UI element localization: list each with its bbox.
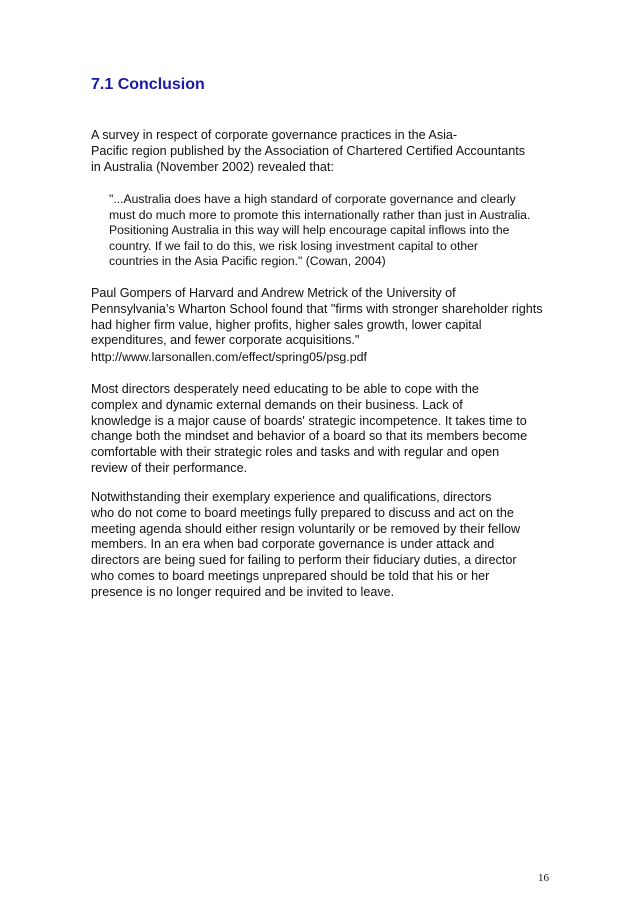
source-url-link[interactable]: http://www.larsonallen.com/effect/spring05/psg.pdf	[91, 350, 367, 364]
page-number: 16	[538, 872, 549, 884]
paragraph-gompers: Paul Gompers of Harvard and Andrew Metrick of the University of Pennsylvania’s Wharton School found that "firms with stronger shareholder rights had higher firm value, higher profits, higher sales growth, lower capital expenditures, and fewer corporate acquisitions."	[91, 286, 543, 348]
section-heading: 7.1 Conclusion	[91, 76, 205, 93]
blockquote-cowan: "...Australia does have a high standard of corporate governance and clearly must do much more to promote this internationally rather than just in Australia. Positioning Australia in this way will help encourage capital inflows into the country. If we fail to do this, we risk losing investment capital to other countries in the Asia Pacific region." (Cowan, 2004)	[109, 192, 531, 269]
paragraph-directors: Most directors desperately need educating to be able to cope with the complex and dynamic external demands on their business. Lack of knowledge is a major cause of boards' strategic incompetence. It takes time to change both the mindset and behavior of a board so that its members become comfortable with their strategic roles and tasks and with regular and open review of their performance.	[91, 382, 528, 475]
paragraph-survey: A survey in respect of corporate governance practices in the Asia- Pacific region published by the Association of Chartered Certified Accountants in Australia (November 2002) revealed that:	[91, 128, 526, 174]
paragraph-board-meetings: Notwithstanding their exemplary experience and qualifications, directors who do not come to board meetings fully prepared to discuss and act on the meeting agenda should either resign voluntarily or be removed by their fellow members. In an era when bad corporate governance is under attack and directors are being sued for failing to perform their fiduciary duties, a director who comes to board meetings unprepared should be told that his or her presence is no longer required and be invited to leave.	[91, 490, 521, 599]
